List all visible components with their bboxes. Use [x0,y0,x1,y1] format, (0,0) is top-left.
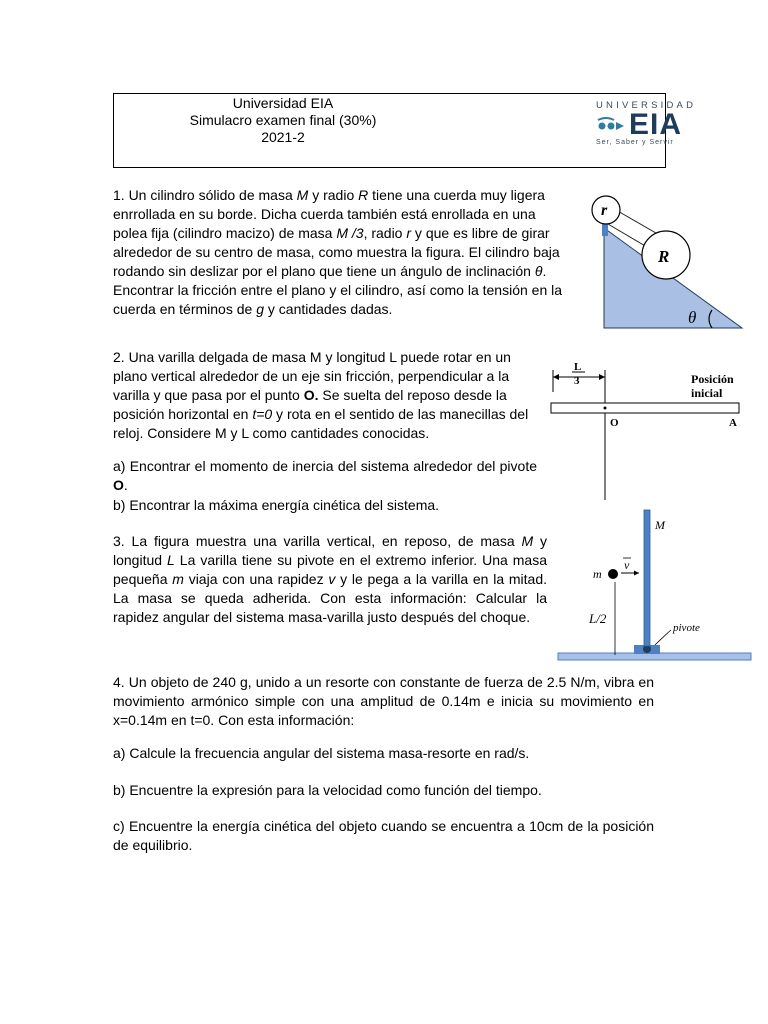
vertical-rod [644,510,650,646]
logo-tagline: Ser, Saber y Servir [596,139,674,146]
half-length-label: L/2 [589,611,607,626]
horizontal-rod [551,403,739,413]
rod-fraction-L: L [574,361,582,373]
initial-position-label-1: Posición [691,372,734,386]
exam-term: 2021-2 [261,129,305,145]
angle-label: θ [688,308,697,327]
problem-2-figure [545,360,750,502]
problem-3-text: 3. La figura muestra una varilla vertical, en reposo, de masa M y longitud L La varilla tiene su pivote en el extremo inferior. Una masa pequeña m viaja con una rapidez v y le pega a la varilla en la mitad. La masa se queda adherida. Con esta información: Calcular la rapidez angular del sistema masa-varilla justo después del choque. [113,533,547,625]
header-text [113,95,453,146]
problem-2-text: 2. Una varilla delgada de masa M y longitud L puede rotar en un plano vertical alrededor de un eje sin fricción, perpendicular a la varilla y que pasa por el punto O. Se suelta del reposo desde la posición horizontal en t=0 y rota en el sentido de las manecillas del reloj. Considere M y L como cantidades conocidas. [113,349,529,441]
problem-4-part-a: a) Calcule la frecuencia angular del sistema masa-resorte en rad/s. [113,745,530,761]
eia-logo [596,100,700,164]
problem-2-part-a: a) Encontrar el momento de inercia del sistema alrededor del pivote O. [113,458,537,493]
logo-top-text: UNIVERSIDAD [596,100,697,111]
logo-main-text: EIA [629,108,683,141]
rod-fraction-3: 3 [574,375,580,387]
small-mass [608,569,618,579]
velocity-label: v [624,558,630,572]
problem-1-text: 1. Un cilindro sólido de masa M y radio R tiene una cuerda muy ligera enrrollada en su borde. Dicha cuerda también está enrollada en una polea fija (cilindro macizo) de masa M /3, radio r y que es libre de girar alrededor de su centro de masa, como muestra la figura. El cilindro baja rodando sin deslizar por el plano que tiene un ángulo de inclinación θ. Encontrar la fricción entre el plano y el cilindro, así como la tensión en la cuerda en términos de g y cantidades dadas. [113,187,563,317]
logo-emblem-icon [596,114,626,136]
small-mass-label: m [593,567,602,581]
problem-1-figure [590,188,748,333]
problem-4-part-c: c) Encuentre la energía cinética del objeto cuando se encuentra a 10cm de la posición de equilibrio. [113,818,654,853]
exam-title: Simulacro examen final (30%) [189,112,377,128]
problem-4-text: 4. Un objeto de 240 g, unido a un resorte con constante de fuerza de 2.5 N/m, vibra en movimiento armónico simple con una amplitud de 0.14m e inicia su movimiento en x=0.14m en t=0. Con esta información: [113,674,654,728]
pivot-label-O: O [610,417,619,429]
problem-4-part-b: b) Encuentre la expresión para la velocidad como función del tiempo. [113,782,542,798]
pivot-label: pivote [673,622,700,634]
cylinder-label: R [658,247,670,266]
rod-mass-label: M [655,518,665,532]
initial-position-label-2: inicial [691,386,723,400]
problem-2-part-b: b) Encontrar la máxima energía cinética del sistema. [113,497,440,513]
university-name: Universidad EIA [232,95,334,111]
pulley-label: r [601,202,608,219]
end-label-A: A [729,417,737,429]
problem-3-figure [555,505,755,665]
